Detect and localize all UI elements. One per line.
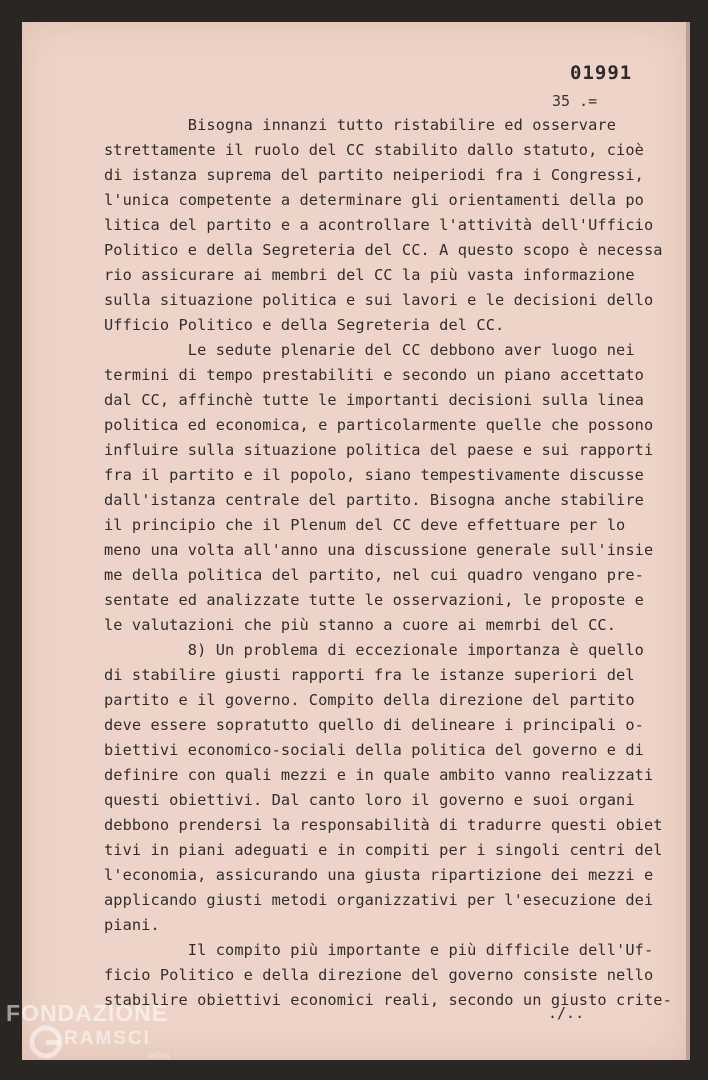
text-line: termini di tempo prestabiliti e secondo un piano accettato (104, 366, 644, 384)
text-line: Politico e della Segreteria del CC. A questo scopo è necessa (104, 241, 663, 259)
text-line: fra il partito e il popolo, siano tempestivamente discusse (104, 466, 644, 484)
text-line: biettivi economico-sociali della politica del governo e di (104, 741, 644, 759)
text-line: ficio Politico e della direzione del governo consiste nello (104, 966, 654, 984)
text-line: l'economia, assicurando una giusta ripartizione dei mezzi e (104, 866, 654, 884)
text-line: di stabilire giusti rapporti fra le istanze superiori del (104, 666, 635, 684)
text-line: dall'istanza centrale del partito. Bisogna anche stabilire (104, 491, 644, 509)
continuation-mark: ./.. (548, 1004, 585, 1022)
text-line: deve essere sopratutto quello di delineare i principali o- (104, 716, 644, 734)
text-line: rio assicurare ai membri del CC la più vasta informazione (104, 266, 635, 284)
text-line: dal CC, affinchè tutte le importanti decisioni sulla linea (104, 391, 644, 409)
document-number: 01991 (570, 62, 633, 84)
text-line: Bisogna innanzi tutto ristabilire ed osservare (104, 116, 617, 134)
watermark-onlus: onlus (148, 1050, 170, 1060)
text-line: stabilire obiettivi economici reali, secondo un giusto crite- (104, 991, 672, 1009)
text-line: tivi in piani adeguati e in compiti per i singoli centri del (104, 841, 663, 859)
text-line: applicando giusti metodi organizzativi per l'esecuzione dei (104, 891, 654, 909)
text-line: Le sedute plenarie del CC debbono aver luogo nei (104, 341, 635, 359)
text-line: litica del partito e a acontrollare l'attività dell'Ufficio (104, 216, 654, 234)
text-line: Il compito più importante e più difficile dell'Uf- (104, 941, 654, 959)
text-line: strettamente il ruolo del CC stabilito dallo statuto, cioè (104, 141, 644, 159)
text-line: piani. (104, 916, 160, 934)
text-line: di istanza suprema del partito neiperiodi fra i Congressi, (104, 166, 644, 184)
text-line: questi obiettivi. Dal canto loro il governo e suoi organi (104, 791, 635, 809)
text-line: il principio che il Plenum del CC deve effettuare per lo (104, 516, 626, 534)
page-edge (686, 22, 690, 1060)
text-line: sentate ed analizzate tutte le osservazioni, le proposte e (104, 591, 644, 609)
text-line: influire sulla situazione politica del paese e sui rapporti (104, 441, 654, 459)
text-line: politica ed economica, e particolarmente quelle che possono (104, 416, 654, 434)
watermark-logo-title: FONDAZIONE (6, 1000, 169, 1026)
watermark-g-icon (28, 1024, 64, 1060)
text-line: me della politica del partito, nel cui quadro vengano pre- (104, 566, 644, 584)
text-line: debbono prendersi la responsabilità di tradurre questi obiet (104, 816, 663, 834)
text-line: definire con quali mezzi e in quale ambito vanno realizzati (104, 766, 654, 784)
text-line: Ufficio Politico e della Segreteria del CC. (104, 316, 505, 334)
text-line: le valutazioni che più stanno a cuore ai memrbi del CC. (104, 616, 617, 634)
text-line: sulla situazione politica e sui lavori e le decisioni dello (104, 291, 654, 309)
text-line: partito e il governo. Compito della direzione del partito (104, 691, 635, 709)
watermark-logo-subtitle: RAMSCI (64, 1028, 151, 1049)
text-line: l'unica competente a determinare gli orientamenti della po (104, 191, 644, 209)
page-number: 35 .= (552, 92, 598, 110)
text-line: 8) Un problema di eccezionale importanza è quello (104, 641, 644, 659)
text-line: meno una volta all'anno una discussione generale sull'insie (104, 541, 654, 559)
